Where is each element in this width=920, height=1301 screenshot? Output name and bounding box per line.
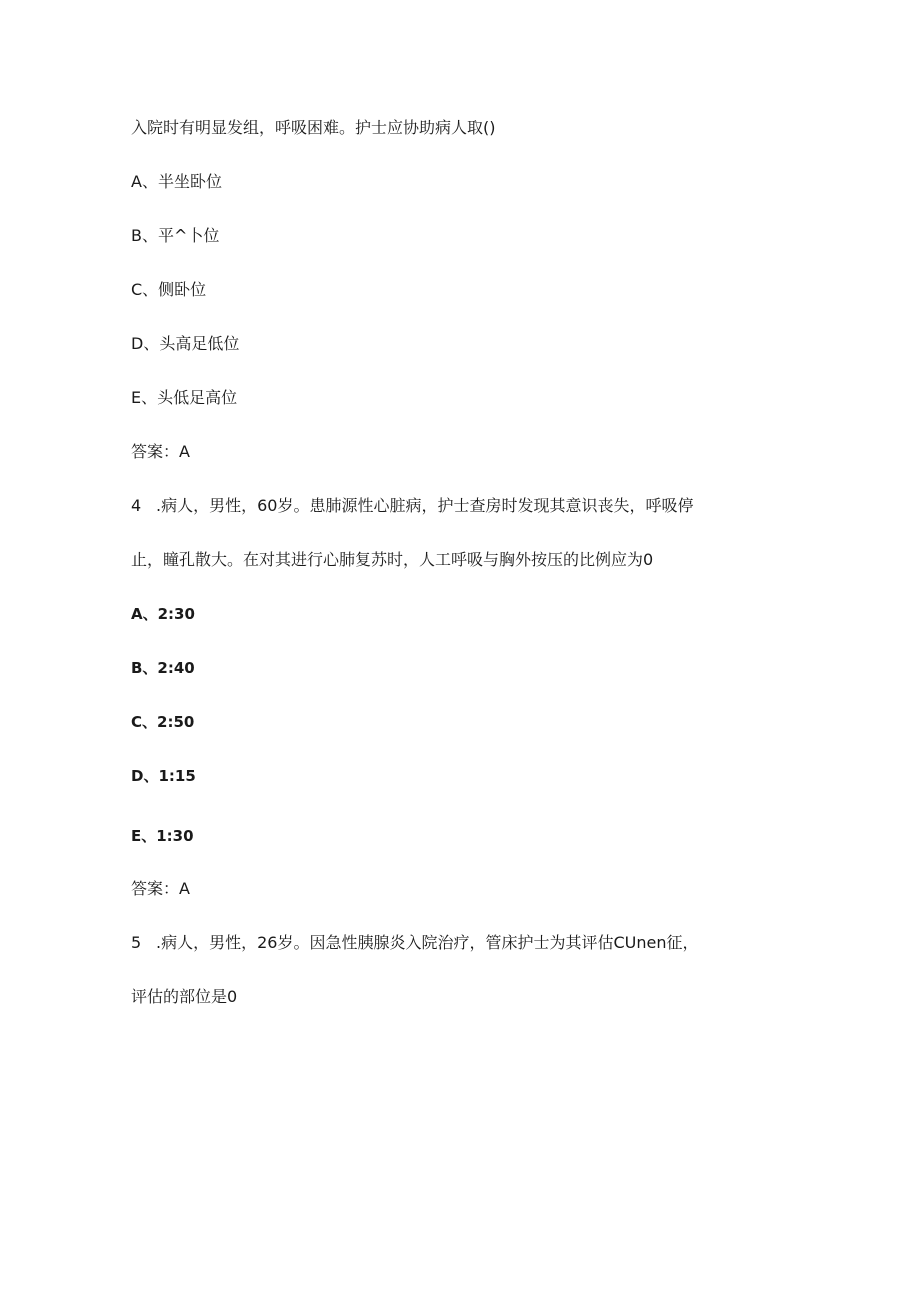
- question-5-stem-line-2: 评估的部位是0: [131, 987, 238, 1006]
- question-3-option-e: E、头低足高位: [131, 388, 238, 407]
- question-4-number: 4: [131, 496, 142, 515]
- question-5-number: 5: [131, 933, 142, 952]
- question-4-option-c: C、2:50: [131, 713, 195, 731]
- question-3-option-d: D、头高足低位: [131, 334, 240, 353]
- question-5-stem-line-1: [131, 933, 698, 953]
- question-4-option-a: A、2:30: [131, 605, 195, 623]
- question-4-stem-line-1: [131, 496, 693, 516]
- question-3-option-a: A、半坐卧位: [131, 172, 222, 191]
- question-3-stem: 入院时有明显发组，呼吸困难。护士应协助病人取(): [131, 118, 496, 137]
- question-4-option-d: D、1:15: [131, 767, 196, 785]
- question-3-option-b: B、平^卜位: [131, 226, 220, 245]
- question-3-answer: 答案：A: [131, 442, 190, 461]
- question-4-stem-text: .病人，男性，60岁。患肺源性心脏病，护士查房时发现其意识丧失，呼吸停: [156, 496, 694, 515]
- question-4-answer: 答案：A: [131, 879, 190, 898]
- question-3-option-c: C、侧卧位: [131, 280, 207, 299]
- question-4-option-b: B、2:40: [131, 659, 195, 677]
- question-4-stem-line-2: 止，瞳孔散大。在对其进行心肺复苏时，人工呼吸与胸外按压的比例应为0: [131, 550, 654, 569]
- question-4-option-e: E、1:30: [131, 827, 194, 845]
- question-5-stem-text: .病人，男性，26岁。因急性胰腺炎入院治疗，管床护士为其评估CUnen征，: [156, 933, 699, 952]
